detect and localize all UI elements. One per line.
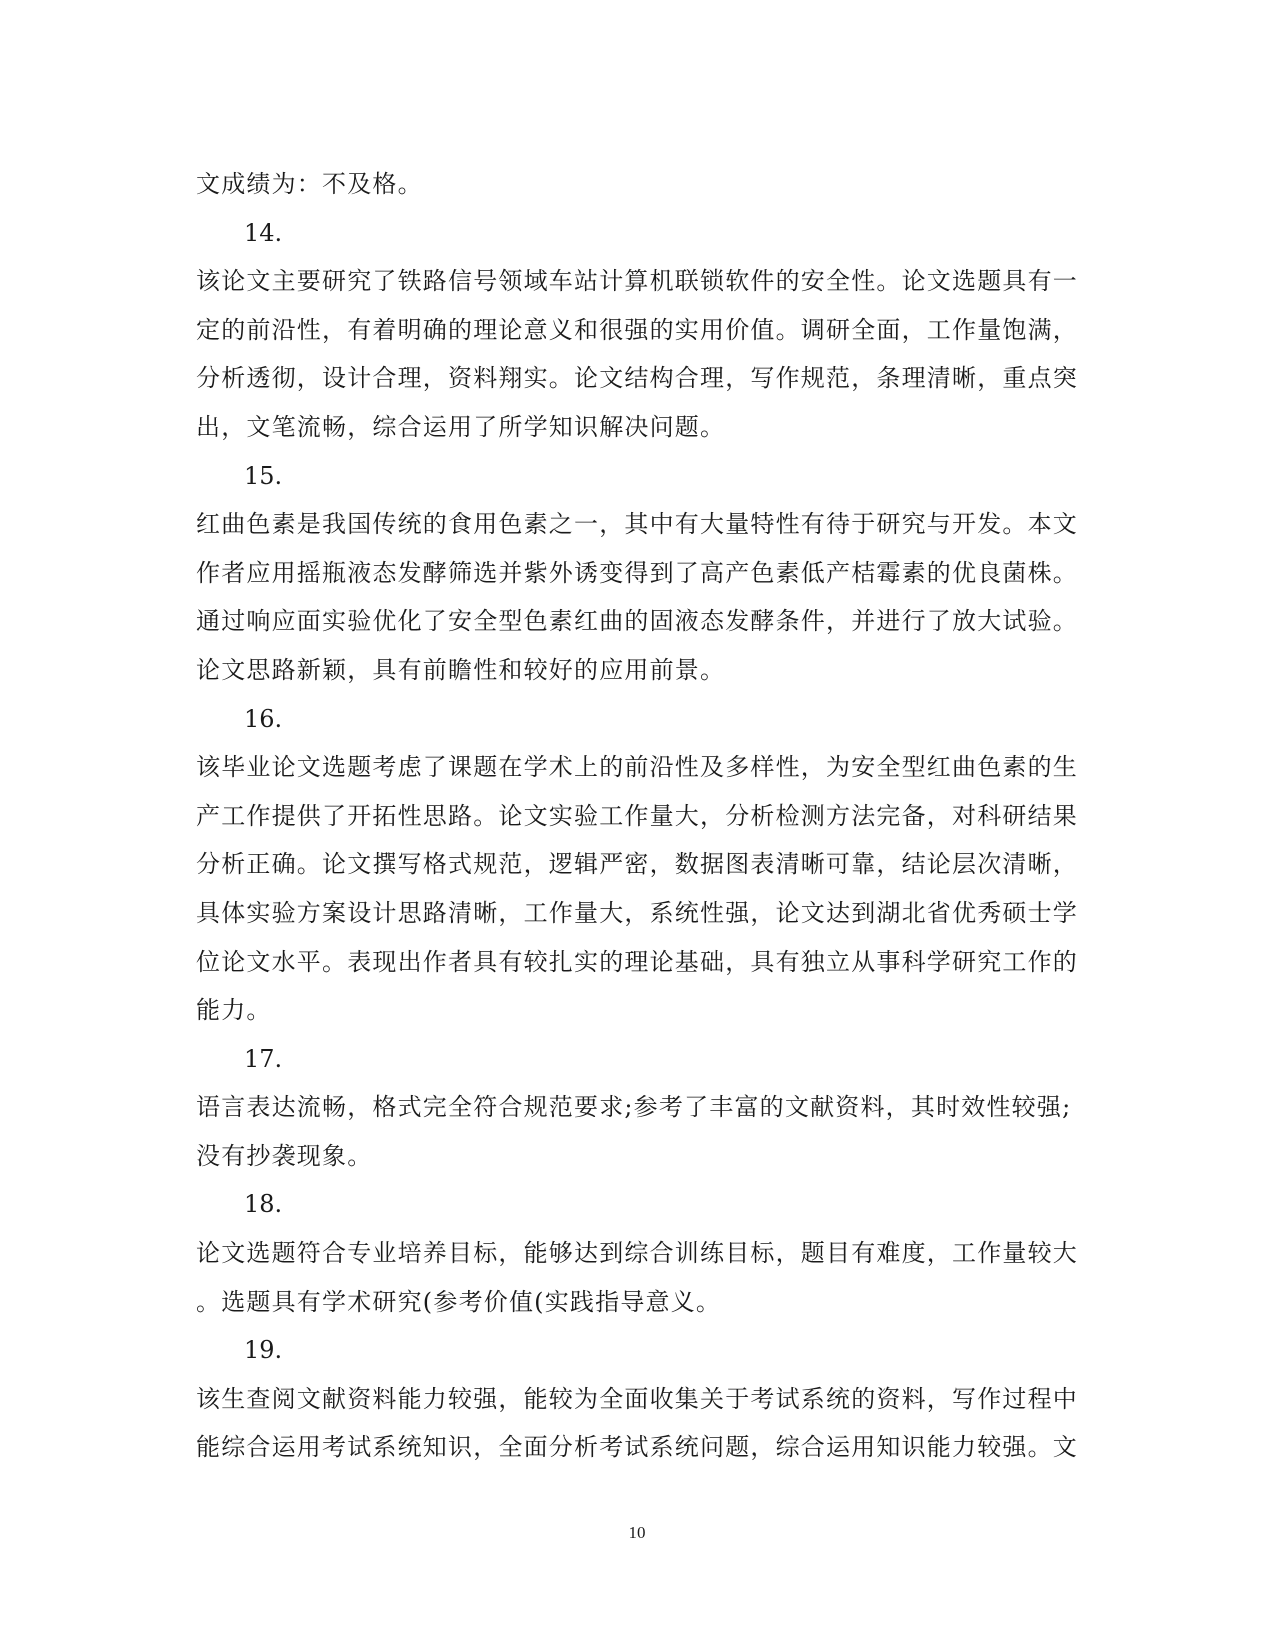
entry-14-line-3: 分析透彻，设计合理，资料翔实。论文结构合理，写作规范，条理清晰，重点突 (196, 364, 1078, 393)
entry-17-line-1: 语言表达流畅，格式完全符合规范要求;参考了丰富的文献资料，其时效性较强; (196, 1093, 1072, 1122)
page-number: 10 (628, 1523, 646, 1542)
entry-15-line-1: 红曲色素是我国传统的食用色素之一，其中有大量特性有待于研究与开发。本文 (196, 510, 1078, 539)
entry-number-14: 14. (244, 218, 283, 247)
page-body (196, 160, 1076, 1472)
entry-15-line-4: 论文思路新颖，具有前瞻性和较好的应用前景。 (196, 655, 726, 684)
entry-number-16: 16. (244, 704, 283, 733)
entry-16-line-1: 该毕业论文选题考虑了课题在学术上的前沿性及多样性，为安全型红曲色素的生 (196, 753, 1078, 782)
entry-15-line-2: 作者应用摇瓶液态发酵筛选并紫外诱变得到了高产色素低产桔霉素的优良菌株。 (196, 558, 1078, 587)
entry-18-line-1: 论文选题符合专业培养目标，能够达到综合训练目标，题目有难度，工作量较大 (196, 1239, 1078, 1268)
entry-14-line-4: 出，文笔流畅，综合运用了所学知识解决问题。 (196, 412, 726, 441)
entry-15-line-3: 通过响应面实验优化了安全型色素红曲的固液态发酵条件，并进行了放大试验。 (196, 607, 1078, 636)
entry-16-line-6: 能力。 (196, 996, 272, 1025)
entry-14-line-1: 该论文主要研究了铁路信号领域车站计算机联锁软件的安全性。论文选题具有一 (196, 267, 1078, 296)
entry-number-18: 18. (244, 1190, 283, 1219)
entry-16-line-4: 具体实验方案设计思路清晰，工作量大，系统性强，论文达到湖北省优秀硕士学 (196, 898, 1078, 927)
entry-number-19: 19. (244, 1336, 283, 1365)
entry-16-line-5: 位论文水平。表现出作者具有较扎实的理论基础，具有独立从事科学研究工作的 (196, 947, 1078, 976)
entry-14-line-2: 定的前沿性，有着明确的理论意义和很强的实用价值。调研全面，工作量饱满， (196, 315, 1078, 344)
entry-19-line-2: 能综合运用考试系统知识，全面分析考试系统问题，综合运用知识能力较强。文 (196, 1433, 1078, 1462)
entry-19-line-1: 该生查阅文献资料能力较强，能较为全面收集关于考试系统的资料，写作过程中 (196, 1384, 1078, 1413)
entry-number-15: 15. (244, 461, 283, 490)
entry-number-17: 17. (244, 1044, 283, 1073)
entry-17-line-2: 没有抄袭现象。 (196, 1141, 373, 1170)
continuation-line: 文成绩为：不及格。 (196, 170, 423, 198)
entry-16-line-2: 产工作提供了开拓性思路。论文实验工作量大，分析检测方法完备，对科研结果 (196, 801, 1078, 830)
entry-16-line-3: 分析正确。论文撰写格式规范，逻辑严密，数据图表清晰可靠，结论层次清晰， (196, 850, 1078, 879)
entry-18-line-2: 。选题具有学术研究(参考价值(实践指导意义。 (196, 1287, 722, 1316)
